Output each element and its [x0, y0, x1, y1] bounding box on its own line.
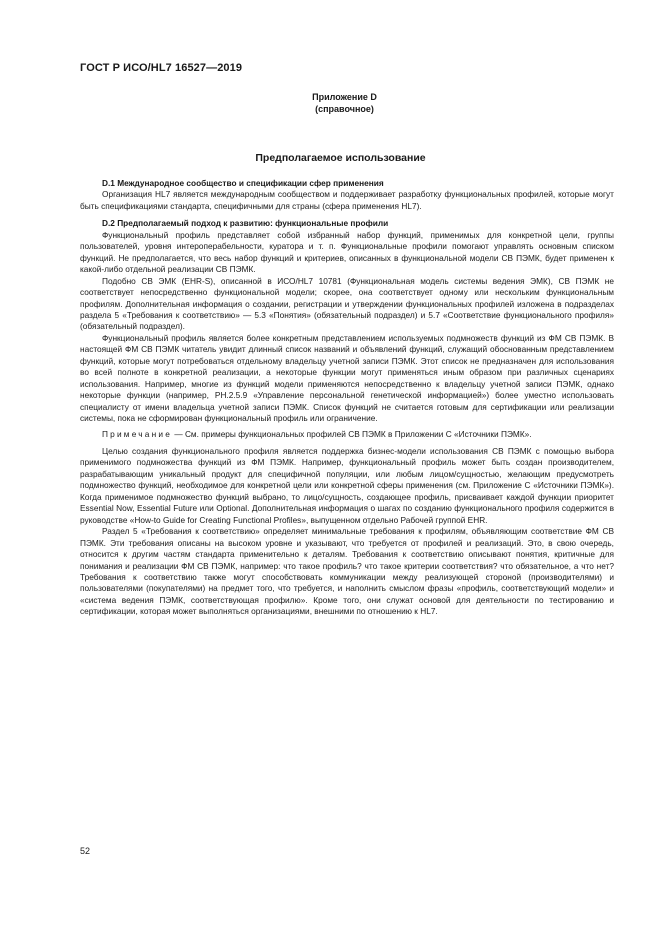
- paragraph: Целью создания функционального профиля является поддержка бизнес-модели использования СВ ПЭМК с помощью выбора применимого подмножества функций из ФМ ПЭМК. Например, функциональный профиль может быть создан производителем, разрабатывающим уникальный продукт для специфичной популяции, или любым лицом/сущностью, желающим предусмотреть подмножество функций, необходимое для конкретной цели или конкретной сферы применения (см. Приложение С «Источники ПЭМК»). Когда применимое подмножество функций выбрано, то лицо/сущность, создающее профиль, присваивает каждой функции приоритет Essential Now, Essential Future или Optional. Дополнительная информация о шагах по созданию функционального профиля содержится в руководстве «How-to Guide for Creating Functional Profiles», выпущенном отдельно Рабочей группой EHR.: [80, 445, 614, 525]
- annex-heading: [0, 91, 661, 115]
- annex-main-title: Предполагаемое использование: [255, 152, 426, 164]
- paragraph: Раздел 5 «Требования к соответствию» определяет минимальные требования к профилям, объявляющим соответствие ФМ СВ ПЭМК. Эти требования описаны на высоком уровне и указывают, что требуется от профилей и реализаций. Это, в свою очередь, относится к другим частям стандарта применительно к деталям. Требования к соответствию описывают понятия, критичные для понимания и реализации ФМ СВ ПЭМК, например: что такое профиль? что такое критерии соответствия? что обязательное, а что нет? Требования к соответствию также могут способствовать коммуникации между реализующей стороной (производителями) и пользователями (покупателями) на предмет того, что требуется, и наполнить смыслом фразы «профиль, соответствующий модели» и «система ведения ПЭМК, соответствующая профилю». Кроме того, они служат основой для деятельности по тестированию и сертификации, которая может выполняться организациями, внешними по отношению к HL7.: [80, 526, 614, 617]
- annex-title: Приложение D: [312, 92, 377, 102]
- paragraph: Подобно СВ ЭМК (EHR-S), описанной в ИСО/HL7 10781 (Функциональная модель системы ведения ЭМК), СВ ПЭМК не соответствует непосредственно функциональной модели; скорее, она соответствует одному или нескольким функциональным профилям. Дополнительная информация о создании, регистрации и утверждении функциональных профилей изложена в подразделах раздела 5 «Требования к соответствию» — 5.3 «Понятия» (обязательный подраздел) и 5.7 «Соответствие функционального профиля» (обязательный подраздел).: [80, 275, 614, 332]
- section-heading-d1: D.1 Международное сообщество и спецификации сфер применения: [102, 178, 384, 188]
- paragraph: Организация HL7 является международным сообществом и поддерживает разработку функциональных профилей, которые могут быть спецификациями стандарта, специфичными для страны (сфера применения HL7).: [80, 189, 614, 211]
- paragraph: Функциональный профиль является более конкретным представлением используемых подмножеств функций из ФМ СВ ПЭМК. В настоящей ФМ СВ ПЭМК читатель увидит длинный список названий и объявлений функций, служащий обоснованным представлением функций, которые могут потребоваться отдельному владельцу учетной записи ПЭМК. Этот список не предназначен для использования во всей полноте в конкретной реализации, а некоторые функции могут применяться иным образом при различных сценариях использования. Например, многие из функций модели применяются непосредственно к владельцу учетной записи ПЭМК, однако некоторые функции (например, PH.2.5.9 «Управление персональной генетической информацией») более уместно использовать специалисту от имени владельца учетной записи ПЭМК. Список функций не считается готовым для сертификации или реализации системы, пока не сформирован функциональный профиль или ограничение.: [80, 332, 614, 424]
- annex-subtitle: (справочное): [315, 104, 374, 114]
- page-number: 52: [80, 846, 91, 856]
- standard-header: ГОСТ Р ИСО/HL7 16527—2019: [80, 62, 243, 74]
- note-label: Примечание: [102, 428, 173, 439]
- paragraph: Функциональный профиль представляет собой избранный набор функций, применимых для конкретной цели, группы пользователей, уровня интероперабельности, куратора и т. п. Функциональные профили помогают управлять основным списком функций. Не предполагается, что весь набор функций и критериев, описанных в функциональной модели СВ ПЭМК, будет применен к какой-либо отдельной реализации СВ ПЭМК.: [80, 229, 614, 275]
- document-body: [80, 178, 614, 618]
- section-heading-d2: D.2 Предполагаемый подход к развитию: функциональные профили: [102, 218, 389, 229]
- note: [80, 429, 614, 440]
- note-text: — См. примеры функциональных профилей СВ ПЭМК в Приложении С «Источники ПЭМК».: [172, 428, 532, 439]
